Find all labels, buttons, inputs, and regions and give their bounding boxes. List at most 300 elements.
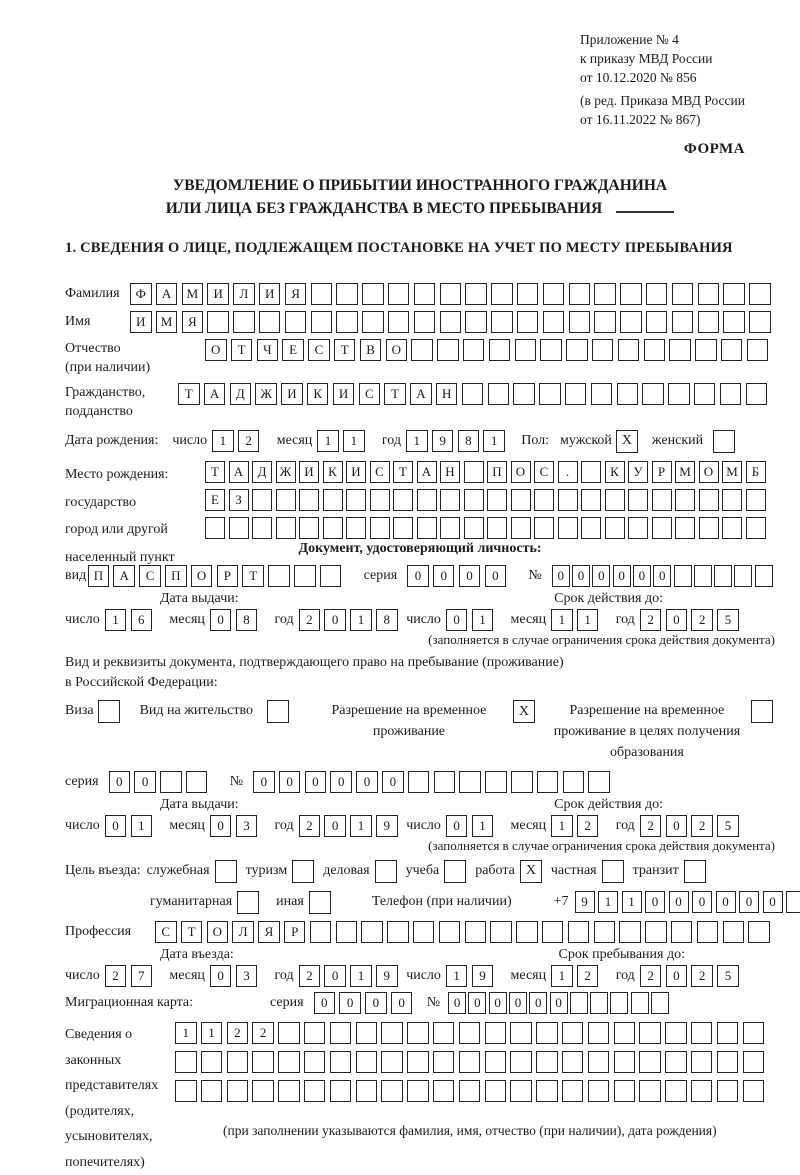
char-cell[interactable]: И bbox=[299, 461, 319, 483]
char-cell[interactable] bbox=[755, 565, 773, 587]
char-cell[interactable]: 2 bbox=[691, 965, 713, 987]
char-cell[interactable] bbox=[276, 517, 296, 539]
char-cell[interactable] bbox=[411, 339, 433, 361]
char-cell[interactable]: М bbox=[722, 461, 742, 483]
char-cell[interactable]: 0 bbox=[105, 815, 127, 837]
char-cell[interactable] bbox=[407, 1022, 429, 1044]
char-cell[interactable]: П bbox=[487, 461, 507, 483]
char-cell[interactable] bbox=[619, 921, 641, 943]
char-cell[interactable]: М bbox=[675, 461, 695, 483]
char-cell[interactable] bbox=[717, 1080, 739, 1102]
char-cell[interactable]: 0 bbox=[485, 565, 507, 587]
char-cell[interactable] bbox=[652, 489, 672, 511]
char-cell[interactable]: Б bbox=[746, 461, 766, 483]
char-cell[interactable]: О bbox=[511, 461, 531, 483]
char-cell[interactable] bbox=[464, 517, 484, 539]
purpose-other-checkbox[interactable] bbox=[309, 891, 331, 914]
char-cell[interactable]: И bbox=[346, 461, 366, 483]
char-cell[interactable] bbox=[440, 283, 462, 305]
char-cell[interactable]: Л bbox=[233, 283, 255, 305]
char-cell[interactable] bbox=[175, 1051, 197, 1073]
char-cell[interactable] bbox=[511, 771, 533, 793]
char-cell[interactable]: 2 bbox=[299, 609, 321, 631]
char-cell[interactable]: 0 bbox=[210, 965, 232, 987]
char-cell[interactable]: 9 bbox=[376, 965, 398, 987]
char-cell[interactable] bbox=[746, 517, 766, 539]
char-cell[interactable] bbox=[672, 283, 694, 305]
char-cell[interactable] bbox=[381, 1080, 403, 1102]
char-cell[interactable] bbox=[743, 1080, 765, 1102]
char-cell[interactable]: 0 bbox=[666, 609, 688, 631]
char-cell[interactable] bbox=[669, 339, 691, 361]
char-cell[interactable] bbox=[691, 1051, 713, 1073]
representatives-cells-row2[interactable] bbox=[175, 1051, 768, 1073]
char-cell[interactable] bbox=[433, 1080, 455, 1102]
char-cell[interactable]: 0 bbox=[365, 992, 387, 1014]
char-cell[interactable] bbox=[639, 1022, 661, 1044]
char-cell[interactable]: 0 bbox=[356, 771, 378, 793]
female-checkbox[interactable] bbox=[713, 430, 735, 453]
char-cell[interactable] bbox=[539, 383, 561, 405]
char-cell[interactable] bbox=[201, 1051, 223, 1073]
citizenship-cells[interactable] bbox=[178, 383, 771, 405]
char-cell[interactable]: 0 bbox=[253, 771, 275, 793]
char-cell[interactable]: П bbox=[165, 565, 187, 587]
char-cell[interactable]: 9 bbox=[575, 891, 595, 913]
char-cell[interactable]: 9 bbox=[376, 815, 398, 837]
char-cell[interactable] bbox=[252, 1051, 274, 1073]
char-cell[interactable]: 0 bbox=[314, 992, 336, 1014]
char-cell[interactable] bbox=[276, 489, 296, 511]
char-cell[interactable]: 2 bbox=[640, 965, 662, 987]
entry-year-cells[interactable] bbox=[299, 965, 402, 987]
char-cell[interactable]: И bbox=[259, 283, 281, 305]
char-cell[interactable] bbox=[346, 517, 366, 539]
char-cell[interactable] bbox=[723, 311, 745, 333]
char-cell[interactable] bbox=[631, 992, 649, 1014]
char-cell[interactable]: Т bbox=[231, 339, 253, 361]
char-cell[interactable] bbox=[160, 771, 182, 793]
char-cell[interactable]: 1 bbox=[105, 609, 127, 631]
char-cell[interactable] bbox=[227, 1080, 249, 1102]
char-cell[interactable]: 2 bbox=[691, 815, 713, 837]
char-cell[interactable]: 0 bbox=[716, 891, 736, 913]
char-cell[interactable] bbox=[675, 517, 695, 539]
char-cell[interactable]: 1 bbox=[598, 891, 618, 913]
char-cell[interactable] bbox=[463, 339, 485, 361]
entry-day-cells[interactable] bbox=[105, 965, 157, 987]
study-residence-checkbox[interactable] bbox=[751, 700, 773, 723]
char-cell[interactable]: 2 bbox=[227, 1022, 249, 1044]
char-cell[interactable]: С bbox=[308, 339, 330, 361]
char-cell[interactable]: 0 bbox=[446, 815, 468, 837]
char-cell[interactable] bbox=[408, 771, 430, 793]
char-cell[interactable] bbox=[534, 517, 554, 539]
char-cell[interactable] bbox=[259, 311, 281, 333]
char-cell[interactable]: 0 bbox=[459, 565, 481, 587]
char-cell[interactable] bbox=[465, 921, 487, 943]
doc-issue-month-cells[interactable] bbox=[210, 609, 262, 631]
doc-issue-year-cells[interactable] bbox=[299, 609, 402, 631]
char-cell[interactable] bbox=[516, 921, 538, 943]
char-cell[interactable]: 1 bbox=[472, 609, 494, 631]
name-cells[interactable] bbox=[130, 311, 775, 333]
char-cell[interactable] bbox=[278, 1080, 300, 1102]
char-cell[interactable]: У bbox=[628, 461, 648, 483]
char-cell[interactable]: Т bbox=[384, 383, 406, 405]
char-cell[interactable] bbox=[491, 311, 513, 333]
char-cell[interactable]: Р bbox=[652, 461, 672, 483]
char-cell[interactable]: Р bbox=[217, 565, 239, 587]
char-cell[interactable]: С bbox=[155, 921, 177, 943]
char-cell[interactable] bbox=[336, 283, 358, 305]
purpose-study-checkbox[interactable] bbox=[444, 860, 466, 883]
char-cell[interactable] bbox=[620, 311, 642, 333]
char-cell[interactable] bbox=[534, 489, 554, 511]
char-cell[interactable] bbox=[510, 1022, 532, 1044]
char-cell[interactable] bbox=[588, 1022, 610, 1044]
char-cell[interactable] bbox=[562, 1022, 584, 1044]
char-cell[interactable]: 1 bbox=[551, 815, 573, 837]
char-cell[interactable] bbox=[387, 921, 409, 943]
char-cell[interactable] bbox=[485, 771, 507, 793]
char-cell[interactable]: О bbox=[191, 565, 213, 587]
char-cell[interactable]: А bbox=[156, 283, 178, 305]
char-cell[interactable]: К bbox=[605, 461, 625, 483]
char-cell[interactable] bbox=[628, 489, 648, 511]
char-cell[interactable] bbox=[304, 1051, 326, 1073]
char-cell[interactable] bbox=[311, 283, 333, 305]
char-cell[interactable]: 0 bbox=[391, 992, 413, 1014]
char-cell[interactable] bbox=[639, 1051, 661, 1073]
char-cell[interactable] bbox=[294, 565, 316, 587]
char-cell[interactable] bbox=[323, 517, 343, 539]
char-cell[interactable]: О bbox=[205, 339, 227, 361]
char-cell[interactable]: 1 bbox=[406, 430, 428, 452]
char-cell[interactable] bbox=[356, 1080, 378, 1102]
char-cell[interactable]: 2 bbox=[691, 609, 713, 631]
profession-cells[interactable] bbox=[155, 921, 774, 943]
char-cell[interactable] bbox=[440, 517, 460, 539]
stay-issue-year-cells[interactable] bbox=[299, 815, 402, 837]
char-cell[interactable]: 0 bbox=[739, 891, 759, 913]
char-cell[interactable] bbox=[558, 517, 578, 539]
char-cell[interactable] bbox=[510, 1080, 532, 1102]
char-cell[interactable] bbox=[464, 461, 484, 483]
char-cell[interactable]: 0 bbox=[552, 565, 570, 587]
char-cell[interactable] bbox=[437, 339, 459, 361]
doc-series-cells[interactable] bbox=[407, 565, 510, 587]
char-cell[interactable] bbox=[581, 489, 601, 511]
char-cell[interactable]: 0 bbox=[468, 992, 486, 1014]
char-cell[interactable]: А bbox=[204, 383, 226, 405]
char-cell[interactable]: 0 bbox=[669, 891, 689, 913]
char-cell[interactable] bbox=[459, 1022, 481, 1044]
char-cell[interactable]: 1 bbox=[317, 430, 339, 452]
char-cell[interactable]: 0 bbox=[210, 815, 232, 837]
char-cell[interactable]: 0 bbox=[134, 771, 156, 793]
char-cell[interactable]: А bbox=[417, 461, 437, 483]
char-cell[interactable]: Н bbox=[440, 461, 460, 483]
char-cell[interactable]: 6 bbox=[131, 609, 153, 631]
char-cell[interactable] bbox=[746, 489, 766, 511]
char-cell[interactable] bbox=[645, 921, 667, 943]
char-cell[interactable] bbox=[563, 771, 585, 793]
char-cell[interactable]: 0 bbox=[633, 565, 651, 587]
char-cell[interactable] bbox=[207, 311, 229, 333]
char-cell[interactable] bbox=[665, 1080, 687, 1102]
char-cell[interactable] bbox=[581, 517, 601, 539]
char-cell[interactable] bbox=[665, 1022, 687, 1044]
char-cell[interactable] bbox=[590, 992, 608, 1014]
char-cell[interactable] bbox=[299, 489, 319, 511]
char-cell[interactable] bbox=[748, 921, 770, 943]
char-cell[interactable] bbox=[720, 383, 742, 405]
char-cell[interactable] bbox=[747, 339, 769, 361]
char-cell[interactable] bbox=[618, 339, 640, 361]
char-cell[interactable] bbox=[749, 311, 771, 333]
char-cell[interactable] bbox=[617, 383, 639, 405]
char-cell[interactable] bbox=[588, 1051, 610, 1073]
char-cell[interactable]: С bbox=[139, 565, 161, 587]
char-cell[interactable] bbox=[440, 311, 462, 333]
char-cell[interactable] bbox=[459, 1051, 481, 1073]
char-cell[interactable] bbox=[746, 383, 768, 405]
char-cell[interactable] bbox=[698, 283, 720, 305]
char-cell[interactable] bbox=[381, 1051, 403, 1073]
char-cell[interactable]: 0 bbox=[645, 891, 665, 913]
char-cell[interactable] bbox=[691, 1080, 713, 1102]
char-cell[interactable]: Ф bbox=[130, 283, 152, 305]
char-cell[interactable]: 0 bbox=[489, 992, 507, 1014]
char-cell[interactable]: Д bbox=[252, 461, 272, 483]
char-cell[interactable] bbox=[517, 283, 539, 305]
char-cell[interactable] bbox=[330, 1051, 352, 1073]
char-cell[interactable]: 0 bbox=[592, 565, 610, 587]
char-cell[interactable] bbox=[570, 992, 588, 1014]
char-cell[interactable]: Н bbox=[436, 383, 458, 405]
char-cell[interactable]: 3 bbox=[236, 815, 258, 837]
char-cell[interactable]: С bbox=[534, 461, 554, 483]
char-cell[interactable]: 8 bbox=[236, 609, 258, 631]
char-cell[interactable] bbox=[252, 517, 272, 539]
char-cell[interactable] bbox=[434, 771, 456, 793]
birth-year-cells[interactable] bbox=[406, 430, 509, 452]
char-cell[interactable]: Е bbox=[205, 489, 225, 511]
char-cell[interactable]: 0 bbox=[666, 815, 688, 837]
char-cell[interactable] bbox=[674, 565, 692, 587]
char-cell[interactable] bbox=[487, 489, 507, 511]
char-cell[interactable]: 0 bbox=[324, 815, 346, 837]
doc-number-cells[interactable] bbox=[552, 565, 775, 587]
char-cell[interactable]: Я bbox=[258, 921, 280, 943]
char-cell[interactable] bbox=[268, 565, 290, 587]
char-cell[interactable] bbox=[439, 921, 461, 943]
char-cell[interactable] bbox=[487, 517, 507, 539]
char-cell[interactable] bbox=[407, 1051, 429, 1073]
char-cell[interactable] bbox=[285, 311, 307, 333]
char-cell[interactable] bbox=[299, 517, 319, 539]
char-cell[interactable] bbox=[393, 517, 413, 539]
char-cell[interactable] bbox=[252, 1080, 274, 1102]
char-cell[interactable]: 0 bbox=[407, 565, 429, 587]
char-cell[interactable]: 5 bbox=[717, 609, 739, 631]
char-cell[interactable] bbox=[227, 1051, 249, 1073]
char-cell[interactable] bbox=[628, 517, 648, 539]
char-cell[interactable] bbox=[304, 1022, 326, 1044]
char-cell[interactable]: С bbox=[359, 383, 381, 405]
char-cell[interactable]: В bbox=[360, 339, 382, 361]
char-cell[interactable] bbox=[537, 771, 559, 793]
char-cell[interactable]: 0 bbox=[210, 609, 232, 631]
char-cell[interactable] bbox=[694, 565, 712, 587]
char-cell[interactable] bbox=[513, 383, 535, 405]
char-cell[interactable]: П bbox=[88, 565, 110, 587]
char-cell[interactable] bbox=[336, 921, 358, 943]
residence-permit-checkbox[interactable] bbox=[267, 700, 289, 723]
char-cell[interactable]: М bbox=[182, 283, 204, 305]
char-cell[interactable] bbox=[722, 489, 742, 511]
birth-place-cells-row2[interactable] bbox=[205, 489, 769, 511]
char-cell[interactable] bbox=[723, 921, 745, 943]
char-cell[interactable] bbox=[722, 517, 742, 539]
char-cell[interactable]: К bbox=[307, 383, 329, 405]
char-cell[interactable] bbox=[675, 489, 695, 511]
char-cell[interactable] bbox=[543, 283, 565, 305]
char-cell[interactable] bbox=[278, 1051, 300, 1073]
doc-issue-day-cells[interactable] bbox=[105, 609, 157, 631]
purpose-private-checkbox[interactable] bbox=[602, 860, 624, 883]
char-cell[interactable] bbox=[490, 921, 512, 943]
char-cell[interactable]: Т bbox=[178, 383, 200, 405]
purpose-tourism-checkbox[interactable] bbox=[292, 860, 314, 883]
char-cell[interactable] bbox=[562, 1051, 584, 1073]
char-cell[interactable] bbox=[695, 339, 717, 361]
char-cell[interactable]: И bbox=[281, 383, 303, 405]
char-cell[interactable]: 1 bbox=[201, 1022, 223, 1044]
char-cell[interactable]: 5 bbox=[717, 815, 739, 837]
char-cell[interactable]: 0 bbox=[666, 965, 688, 987]
char-cell[interactable] bbox=[743, 1051, 765, 1073]
char-cell[interactable] bbox=[536, 1051, 558, 1073]
purpose-official-checkbox[interactable] bbox=[215, 860, 237, 883]
char-cell[interactable]: 9 bbox=[432, 430, 454, 452]
char-cell[interactable] bbox=[414, 283, 436, 305]
char-cell[interactable] bbox=[517, 311, 539, 333]
char-cell[interactable]: А bbox=[410, 383, 432, 405]
char-cell[interactable] bbox=[723, 283, 745, 305]
char-cell[interactable] bbox=[734, 565, 752, 587]
doc-valid-month-cells[interactable] bbox=[551, 609, 603, 631]
char-cell[interactable] bbox=[485, 1051, 507, 1073]
purpose-business-checkbox[interactable] bbox=[375, 860, 397, 883]
char-cell[interactable] bbox=[515, 339, 537, 361]
char-cell[interactable]: О bbox=[386, 339, 408, 361]
char-cell[interactable]: Ж bbox=[276, 461, 296, 483]
char-cell[interactable]: 0 bbox=[529, 992, 547, 1014]
purpose-humanitarian-checkbox[interactable] bbox=[237, 891, 259, 914]
birth-month-cells[interactable] bbox=[317, 430, 369, 452]
char-cell[interactable]: 1 bbox=[446, 965, 468, 987]
char-cell[interactable]: 1 bbox=[212, 430, 234, 452]
char-cell[interactable] bbox=[697, 921, 719, 943]
char-cell[interactable] bbox=[488, 383, 510, 405]
char-cell[interactable] bbox=[464, 489, 484, 511]
char-cell[interactable] bbox=[356, 1022, 378, 1044]
char-cell[interactable]: 3 bbox=[236, 965, 258, 987]
char-cell[interactable] bbox=[536, 1022, 558, 1044]
char-cell[interactable] bbox=[440, 489, 460, 511]
char-cell[interactable]: 1 bbox=[472, 815, 494, 837]
stay-series-cells[interactable] bbox=[109, 771, 212, 793]
char-cell[interactable] bbox=[699, 517, 719, 539]
char-cell[interactable] bbox=[414, 311, 436, 333]
char-cell[interactable] bbox=[330, 1022, 352, 1044]
char-cell[interactable]: 0 bbox=[613, 565, 631, 587]
char-cell[interactable]: 0 bbox=[330, 771, 352, 793]
char-cell[interactable] bbox=[644, 339, 666, 361]
char-cell[interactable]: 1 bbox=[131, 815, 153, 837]
char-cell[interactable]: А bbox=[229, 461, 249, 483]
char-cell[interactable]: Т bbox=[181, 921, 203, 943]
char-cell[interactable] bbox=[511, 489, 531, 511]
char-cell[interactable] bbox=[610, 992, 628, 1014]
char-cell[interactable]: Т bbox=[393, 461, 413, 483]
char-cell[interactable] bbox=[229, 517, 249, 539]
char-cell[interactable]: О bbox=[207, 921, 229, 943]
char-cell[interactable] bbox=[388, 283, 410, 305]
char-cell[interactable] bbox=[691, 1022, 713, 1044]
char-cell[interactable] bbox=[543, 311, 565, 333]
char-cell[interactable]: Ч bbox=[257, 339, 279, 361]
char-cell[interactable] bbox=[717, 1051, 739, 1073]
char-cell[interactable]: 2 bbox=[577, 815, 599, 837]
char-cell[interactable]: М bbox=[156, 311, 178, 333]
char-cell[interactable]: 2 bbox=[577, 965, 599, 987]
char-cell[interactable] bbox=[591, 383, 613, 405]
char-cell[interactable] bbox=[646, 283, 668, 305]
char-cell[interactable]: 0 bbox=[446, 609, 468, 631]
char-cell[interactable] bbox=[565, 383, 587, 405]
char-cell[interactable] bbox=[569, 311, 591, 333]
char-cell[interactable] bbox=[540, 339, 562, 361]
char-cell[interactable] bbox=[536, 1080, 558, 1102]
char-cell[interactable]: 0 bbox=[509, 992, 527, 1014]
char-cell[interactable] bbox=[646, 311, 668, 333]
phone-cells[interactable] bbox=[575, 891, 800, 913]
char-cell[interactable] bbox=[362, 311, 384, 333]
char-cell[interactable] bbox=[362, 283, 384, 305]
char-cell[interactable] bbox=[459, 771, 481, 793]
char-cell[interactable] bbox=[699, 489, 719, 511]
char-cell[interactable]: З bbox=[229, 489, 249, 511]
char-cell[interactable] bbox=[433, 1051, 455, 1073]
char-cell[interactable] bbox=[569, 283, 591, 305]
char-cell[interactable] bbox=[323, 489, 343, 511]
char-cell[interactable] bbox=[605, 517, 625, 539]
char-cell[interactable] bbox=[361, 921, 383, 943]
char-cell[interactable] bbox=[651, 992, 669, 1014]
char-cell[interactable]: 1 bbox=[483, 430, 505, 452]
char-cell[interactable]: Я bbox=[285, 283, 307, 305]
visa-checkbox[interactable] bbox=[98, 700, 120, 723]
doc-valid-year-cells[interactable] bbox=[640, 609, 743, 631]
stay-valid-day-cells[interactable] bbox=[446, 815, 498, 837]
char-cell[interactable]: 2 bbox=[640, 609, 662, 631]
char-cell[interactable]: . bbox=[558, 461, 578, 483]
char-cell[interactable] bbox=[370, 517, 390, 539]
char-cell[interactable]: 0 bbox=[572, 565, 590, 587]
